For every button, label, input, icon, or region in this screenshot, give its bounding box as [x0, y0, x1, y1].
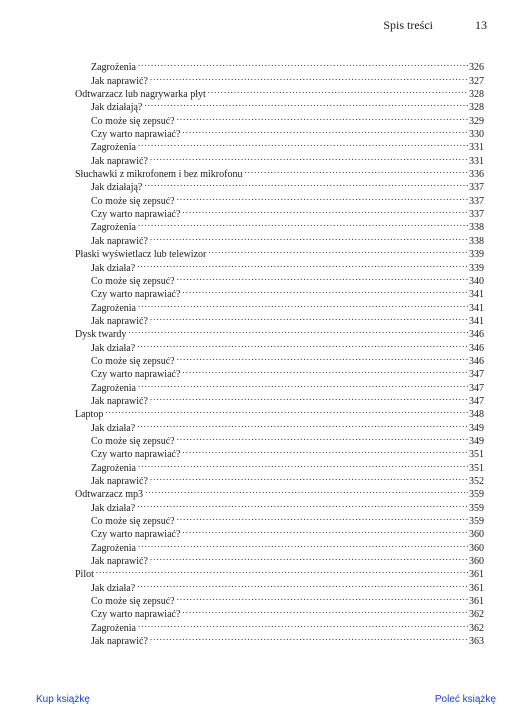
toc-entry-page: 338 — [469, 235, 484, 247]
toc-section-entry[interactable] — [75, 404, 484, 421]
toc-entry-label: Zagrożenia — [91, 462, 136, 474]
toc-entry-label: Jak naprawić? — [91, 235, 148, 247]
toc-entry-page: 348 — [469, 409, 484, 421]
toc-entry-label: Laptop — [75, 409, 104, 421]
toc-entry-page: 328 — [469, 102, 484, 114]
toc-subsection-entry[interactable] — [75, 337, 484, 354]
toc-subsection-entry[interactable] — [75, 57, 484, 74]
toc-subsection-entry[interactable] — [75, 417, 484, 434]
toc-entry-label: Co może się zepsuć? — [91, 435, 175, 447]
dot-leader — [137, 577, 468, 590]
toc-entry-label: Co może się zepsuć? — [91, 195, 175, 207]
dot-leader — [138, 617, 468, 630]
toc-subsection-entry[interactable] — [75, 497, 484, 514]
toc-entry-label: Jak naprawić? — [91, 476, 148, 487]
toc-entry-page: 346 — [469, 355, 484, 367]
dot-leader — [137, 257, 468, 270]
toc-entry-label: Dysk twardy — [75, 329, 127, 341]
toc-entry-label: Jak działa? — [91, 342, 136, 354]
toc-entry-page: 331 — [469, 142, 484, 154]
toc-entry-page: 347 — [469, 369, 484, 381]
toc-entry-label: Zagrożenia — [91, 222, 136, 234]
dot-leader — [182, 284, 468, 297]
toc-entry-label: Zagrożenia — [91, 622, 136, 634]
dot-leader — [182, 124, 468, 137]
toc-entry-page: 351 — [469, 449, 484, 461]
dot-leader — [177, 431, 468, 444]
dot-leader — [137, 417, 468, 430]
toc-entry-page: 352 — [469, 476, 484, 487]
dot-leader — [244, 164, 468, 177]
dot-leader — [105, 404, 468, 417]
running-title: Spis treści — [383, 18, 433, 32]
toc-entry-page: 341 — [469, 315, 484, 327]
toc-entry-page: 330 — [469, 129, 484, 141]
dot-leader — [138, 137, 468, 150]
toc-entry-label: Zagrożenia — [91, 382, 136, 394]
dot-leader — [150, 631, 468, 644]
toc-entry-label: Jak naprawić? — [91, 636, 148, 648]
dot-leader — [144, 97, 468, 110]
toc-entry-page: 336 — [469, 169, 484, 181]
dot-leader — [150, 150, 468, 163]
dot-leader — [177, 351, 468, 364]
toc-entry-label: Co może się zepsuć? — [91, 596, 175, 608]
toc-entry-page: 341 — [469, 289, 484, 301]
toc-entry-page: 347 — [469, 382, 484, 394]
toc-entry-label: Zagrożenia — [91, 302, 136, 314]
dot-leader — [138, 57, 468, 70]
toc-entry-label: Czy warto naprawiać? — [91, 609, 181, 621]
toc-entry-page: 337 — [469, 182, 484, 194]
dot-leader — [182, 444, 468, 457]
dot-leader — [96, 564, 468, 577]
dot-leader — [138, 537, 468, 550]
toc-entry-label: Czy warto naprawiać? — [91, 529, 181, 541]
dot-leader — [128, 324, 468, 337]
toc-entry-page: 339 — [469, 262, 484, 274]
toc-entry-label: Zagrożenia — [91, 142, 136, 154]
toc-entry-label: Jak naprawić? — [91, 556, 148, 568]
toc-entry-label: Jak naprawić? — [91, 75, 148, 87]
recommend-book-link[interactable]: Poleć książkę — [434, 694, 496, 705]
running-header — [0, 18, 525, 34]
toc-entry-page: 339 — [469, 249, 484, 261]
dot-leader — [182, 604, 468, 617]
dot-leader — [177, 190, 468, 203]
toc-entry-page: 341 — [469, 302, 484, 314]
toc-entry-label: Co może się zepsuć? — [91, 516, 175, 528]
toc-entry-label: Zagrożenia — [91, 542, 136, 554]
toc-entry-page: 329 — [469, 115, 484, 127]
dot-leader — [177, 110, 468, 123]
toc-entry-label: Jak naprawić? — [91, 395, 148, 407]
toc-entry-label: Czy warto naprawiać? — [91, 209, 181, 221]
dot-leader — [177, 591, 468, 604]
toc-entry-label: Czy warto naprawiać? — [91, 129, 181, 141]
page-number: 13 — [475, 18, 487, 32]
toc-entry-label: Słuchawki z mikrofonem i bez mikrofonu — [75, 169, 243, 181]
toc-entry-page: 359 — [469, 489, 484, 501]
toc-entry-page: 340 — [469, 275, 484, 287]
toc-entry-page: 360 — [469, 556, 484, 568]
toc-entry-page: 337 — [469, 209, 484, 221]
dot-leader — [150, 391, 468, 404]
dot-leader — [145, 484, 468, 497]
toc-entry-page: 360 — [469, 529, 484, 541]
toc-entry-label: Jak działają? — [91, 102, 143, 114]
dot-leader — [177, 511, 468, 524]
toc-subsection-entry[interactable] — [75, 257, 484, 274]
toc-entry-label: Czy warto naprawiać? — [91, 369, 181, 381]
dot-leader — [138, 297, 468, 310]
toc-section-entry[interactable] — [75, 564, 484, 581]
dot-leader — [150, 471, 468, 484]
table-of-contents — [75, 57, 484, 648]
buy-book-link[interactable]: Kup książkę — [36, 694, 90, 705]
toc-entry-page: 347 — [469, 395, 484, 407]
toc-section-entry[interactable] — [75, 324, 484, 341]
dot-leader — [177, 271, 468, 284]
toc-entry-label: Jak działa? — [91, 502, 136, 514]
toc-entry-page: 351 — [469, 462, 484, 474]
dot-leader — [137, 497, 468, 510]
toc-entry-page: 337 — [469, 195, 484, 207]
toc-entry-page: 360 — [469, 542, 484, 554]
toc-entry-label: Czy warto naprawiać? — [91, 289, 181, 301]
toc-subsection-entry[interactable] — [75, 577, 484, 594]
dot-leader — [208, 244, 468, 257]
toc-entry-page: 328 — [469, 89, 484, 101]
dot-leader — [150, 311, 468, 324]
dot-leader — [137, 337, 468, 350]
toc-entry-page: 338 — [469, 222, 484, 234]
dot-leader — [182, 524, 468, 537]
dot-leader — [182, 364, 468, 377]
dot-leader — [138, 217, 468, 230]
toc-entry-label: Płaski wyświetlacz lub telewizor — [75, 249, 207, 261]
toc-entry-page: 363 — [469, 636, 484, 648]
toc-entry-page: 349 — [469, 435, 484, 447]
toc-entry-page: 362 — [469, 609, 484, 621]
toc-entry-page: 331 — [469, 155, 484, 167]
toc-entry-label: Odtwarzacz mp3 — [75, 489, 144, 501]
toc-entry-label: Jak działają? — [91, 182, 143, 194]
toc-entry-page: 346 — [469, 342, 484, 354]
toc-entry-label: Pilot — [75, 569, 94, 581]
dot-leader — [144, 177, 468, 190]
toc-entry-label: Odtwarzacz lub nagrywarka płyt — [75, 89, 206, 101]
toc-entry-label: Jak działa? — [91, 422, 136, 434]
toc-entry-page: 349 — [469, 422, 484, 434]
dot-leader — [150, 230, 468, 243]
toc-entry-page: 362 — [469, 622, 484, 634]
toc-entry-page: 359 — [469, 502, 484, 514]
toc-entry-page: 326 — [469, 62, 484, 74]
toc-entry-label: Jak naprawić? — [91, 315, 148, 327]
toc-entry-page: 327 — [469, 75, 484, 87]
toc-entry-label: Co może się zepsuć? — [91, 275, 175, 287]
toc-entry-label: Jak działa? — [91, 262, 136, 274]
dot-leader — [182, 204, 468, 217]
toc-entry-label: Co może się zepsuć? — [91, 115, 175, 127]
toc-entry-page: 361 — [469, 582, 484, 594]
dot-leader — [138, 457, 468, 470]
dot-leader — [208, 84, 468, 97]
toc-entry-label: Zagrożenia — [91, 62, 136, 74]
toc-entry-page: 359 — [469, 516, 484, 528]
footer — [0, 694, 525, 708]
toc-entry-label: Czy warto naprawiać? — [91, 449, 181, 461]
dot-leader — [150, 70, 468, 83]
toc-entry-label: Jak naprawić? — [91, 155, 148, 167]
dot-leader — [138, 377, 468, 390]
toc-entry-label: Co może się zepsuć? — [91, 355, 175, 367]
dot-leader — [150, 551, 468, 564]
toc-entry-page: 361 — [469, 596, 484, 608]
toc-entry-page: 361 — [469, 569, 484, 581]
toc-entry-page: 346 — [469, 329, 484, 341]
toc-entry-label: Jak działa? — [91, 582, 136, 594]
